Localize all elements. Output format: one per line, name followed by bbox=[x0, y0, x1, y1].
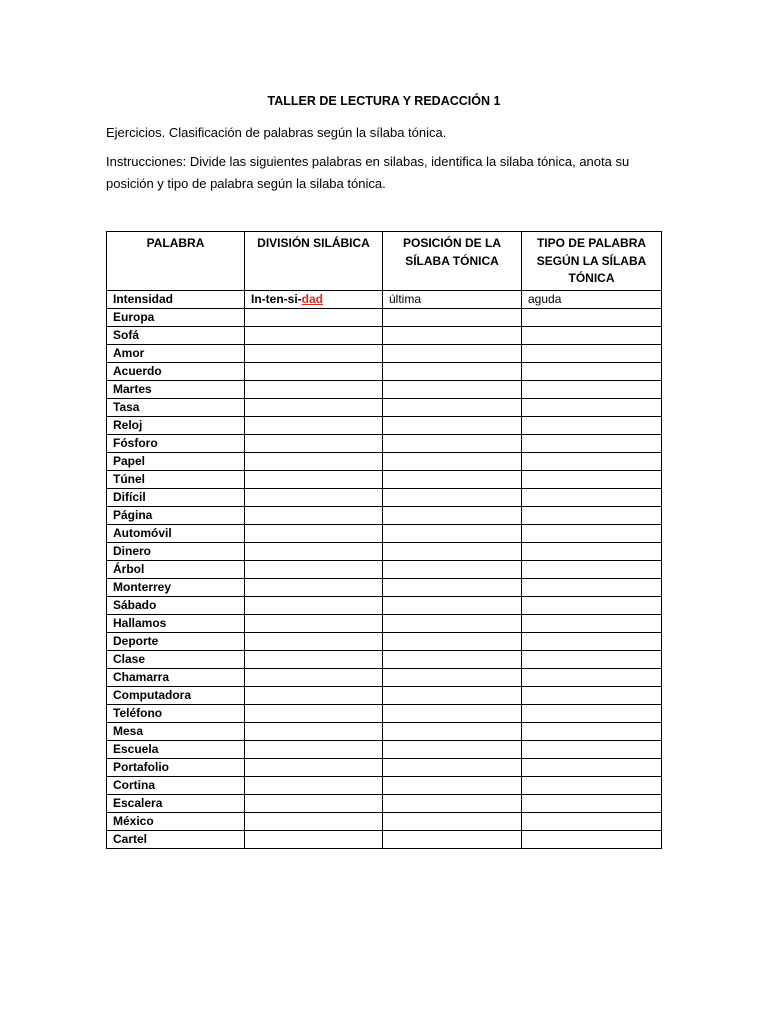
position-cell[interactable] bbox=[383, 363, 522, 381]
position-cell[interactable] bbox=[383, 525, 522, 543]
word-cell: Amor bbox=[107, 345, 245, 363]
position-cell[interactable] bbox=[383, 651, 522, 669]
word-cell: Sofá bbox=[107, 327, 245, 345]
table-row bbox=[107, 525, 662, 543]
example-division[interactable] bbox=[245, 291, 383, 309]
word-cell: Difícil bbox=[107, 489, 245, 507]
type-cell[interactable] bbox=[522, 759, 662, 777]
word-cell: Tasa bbox=[107, 399, 245, 417]
word-cell: Clase bbox=[107, 651, 245, 669]
division-cell[interactable] bbox=[245, 345, 383, 363]
type-cell[interactable] bbox=[522, 453, 662, 471]
document-title: TALLER DE LECTURA Y REDACCIÓN 1 bbox=[267, 94, 501, 108]
position-cell[interactable] bbox=[383, 669, 522, 687]
position-cell[interactable] bbox=[383, 777, 522, 795]
type-cell[interactable] bbox=[522, 525, 662, 543]
position-cell[interactable] bbox=[383, 507, 522, 525]
word-cell: Acuerdo bbox=[107, 363, 245, 381]
word-cell: Túnel bbox=[107, 471, 245, 489]
division-cell[interactable] bbox=[245, 381, 383, 399]
position-cell[interactable] bbox=[383, 471, 522, 489]
division-cell[interactable] bbox=[245, 507, 383, 525]
table-row bbox=[107, 417, 662, 435]
division-cell[interactable] bbox=[245, 435, 383, 453]
division-cell[interactable] bbox=[245, 759, 383, 777]
word-cell: Árbol bbox=[107, 561, 245, 579]
division-cell[interactable] bbox=[245, 543, 383, 561]
table-row bbox=[107, 363, 662, 381]
division-cell[interactable] bbox=[245, 597, 383, 615]
table-row bbox=[107, 507, 662, 525]
division-cell[interactable] bbox=[245, 417, 383, 435]
position-cell[interactable] bbox=[383, 831, 522, 849]
position-cell[interactable] bbox=[383, 489, 522, 507]
word-cell: Mesa bbox=[107, 723, 245, 741]
position-cell[interactable] bbox=[383, 543, 522, 561]
example-division-prefix: In-ten-si- bbox=[251, 292, 302, 306]
position-cell[interactable] bbox=[383, 345, 522, 363]
example-type[interactable]: aguda bbox=[522, 291, 662, 309]
table-row bbox=[107, 309, 662, 327]
table-row bbox=[107, 327, 662, 345]
table-row bbox=[107, 777, 662, 795]
header-division-silabica: DIVISIÓN SILÁBICA bbox=[245, 232, 383, 291]
position-cell[interactable] bbox=[383, 633, 522, 651]
division-cell[interactable] bbox=[245, 399, 383, 417]
word-cell: Reloj bbox=[107, 417, 245, 435]
table-row bbox=[107, 543, 662, 561]
position-cell[interactable] bbox=[383, 453, 522, 471]
word-cell: Monterrey bbox=[107, 579, 245, 597]
position-cell[interactable] bbox=[383, 435, 522, 453]
example-row bbox=[107, 291, 662, 309]
division-cell[interactable] bbox=[245, 363, 383, 381]
table-row bbox=[107, 705, 662, 723]
position-cell[interactable] bbox=[383, 813, 522, 831]
division-cell[interactable] bbox=[245, 795, 383, 813]
type-cell[interactable] bbox=[522, 399, 662, 417]
type-cell[interactable] bbox=[522, 651, 662, 669]
division-cell[interactable] bbox=[245, 813, 383, 831]
word-cell: Papel bbox=[107, 453, 245, 471]
position-cell[interactable] bbox=[383, 741, 522, 759]
type-cell[interactable] bbox=[522, 687, 662, 705]
type-cell[interactable] bbox=[522, 345, 662, 363]
word-cell: Europa bbox=[107, 309, 245, 327]
division-cell[interactable] bbox=[245, 687, 383, 705]
division-cell[interactable] bbox=[245, 615, 383, 633]
word-cell: Página bbox=[107, 507, 245, 525]
table-row bbox=[107, 399, 662, 417]
type-cell[interactable] bbox=[522, 831, 662, 849]
instructions-text: Instrucciones: Divide las siguientes palabras en silabas, identifica la silaba tónica, anota su posición y tipo de palabra según la silaba tónica. bbox=[106, 154, 630, 191]
table-row bbox=[107, 633, 662, 651]
table-row bbox=[107, 723, 662, 741]
position-cell[interactable] bbox=[383, 309, 522, 327]
division-cell[interactable] bbox=[245, 705, 383, 723]
word-cell: Cortina bbox=[107, 777, 245, 795]
type-cell[interactable] bbox=[522, 543, 662, 561]
type-cell[interactable] bbox=[522, 507, 662, 525]
division-cell[interactable] bbox=[245, 723, 383, 741]
division-cell[interactable] bbox=[245, 579, 383, 597]
word-cell: Hallamos bbox=[107, 615, 245, 633]
position-cell[interactable] bbox=[383, 795, 522, 813]
exercise-text: Ejercicios. Clasificación de palabras según la sílaba tónica. bbox=[106, 125, 447, 140]
position-cell[interactable] bbox=[383, 561, 522, 579]
word-cell: Chamarra bbox=[107, 669, 245, 687]
table-header-row bbox=[107, 232, 662, 291]
type-cell[interactable] bbox=[522, 813, 662, 831]
table-row bbox=[107, 561, 662, 579]
type-cell[interactable] bbox=[522, 579, 662, 597]
type-cell[interactable] bbox=[522, 633, 662, 651]
position-cell[interactable] bbox=[383, 723, 522, 741]
table-row bbox=[107, 651, 662, 669]
division-cell[interactable] bbox=[245, 327, 383, 345]
table-row bbox=[107, 813, 662, 831]
division-cell[interactable] bbox=[245, 309, 383, 327]
type-cell[interactable] bbox=[522, 435, 662, 453]
type-cell[interactable] bbox=[522, 669, 662, 687]
position-cell[interactable] bbox=[383, 759, 522, 777]
word-cell: Automóvil bbox=[107, 525, 245, 543]
type-cell[interactable] bbox=[522, 561, 662, 579]
division-cell[interactable] bbox=[245, 633, 383, 651]
word-cell: Cartel bbox=[107, 831, 245, 849]
division-cell[interactable] bbox=[245, 831, 383, 849]
table-row bbox=[107, 435, 662, 453]
word-cell: Escalera bbox=[107, 795, 245, 813]
table-row bbox=[107, 615, 662, 633]
header-posicion-silaba-tonica: POSICIÓN DE LA SÍLABA TÓNICA bbox=[383, 232, 522, 291]
table-row bbox=[107, 687, 662, 705]
division-cell[interactable] bbox=[245, 471, 383, 489]
type-cell[interactable] bbox=[522, 741, 662, 759]
type-cell[interactable] bbox=[522, 309, 662, 327]
word-cell: Sábado bbox=[107, 597, 245, 615]
type-cell[interactable] bbox=[522, 795, 662, 813]
table-row bbox=[107, 453, 662, 471]
type-cell[interactable] bbox=[522, 705, 662, 723]
position-cell[interactable] bbox=[383, 597, 522, 615]
type-cell[interactable] bbox=[522, 381, 662, 399]
table-row bbox=[107, 597, 662, 615]
table-row bbox=[107, 669, 662, 687]
division-cell[interactable] bbox=[245, 669, 383, 687]
table-row bbox=[107, 381, 662, 399]
word-cell: Escuela bbox=[107, 741, 245, 759]
table-row bbox=[107, 579, 662, 597]
header-tipo-de-palabra: TIPO DE PALABRA SEGÚN LA SÍLABA TÓNICA bbox=[522, 232, 662, 291]
example-word: Intensidad bbox=[107, 291, 245, 309]
position-cell[interactable] bbox=[383, 687, 522, 705]
table-row bbox=[107, 741, 662, 759]
type-cell[interactable] bbox=[522, 327, 662, 345]
word-cell: Computadora bbox=[107, 687, 245, 705]
division-cell[interactable] bbox=[245, 525, 383, 543]
division-cell[interactable] bbox=[245, 777, 383, 795]
division-cell[interactable] bbox=[245, 741, 383, 759]
word-cell: Martes bbox=[107, 381, 245, 399]
type-cell[interactable] bbox=[522, 363, 662, 381]
example-stressed-syllable: dad bbox=[301, 292, 324, 306]
table-row bbox=[107, 759, 662, 777]
type-cell[interactable] bbox=[522, 723, 662, 741]
division-cell[interactable] bbox=[245, 453, 383, 471]
type-cell[interactable] bbox=[522, 615, 662, 633]
table-row bbox=[107, 489, 662, 507]
position-cell[interactable] bbox=[383, 327, 522, 345]
table-row bbox=[107, 795, 662, 813]
table-row bbox=[107, 345, 662, 363]
table-row bbox=[107, 831, 662, 849]
type-cell[interactable] bbox=[522, 489, 662, 507]
syllable-worksheet-table bbox=[106, 231, 662, 849]
word-cell: Teléfono bbox=[107, 705, 245, 723]
position-cell[interactable] bbox=[383, 417, 522, 435]
word-cell: Deporte bbox=[107, 633, 245, 651]
type-cell[interactable] bbox=[522, 417, 662, 435]
type-cell[interactable] bbox=[522, 471, 662, 489]
position-cell[interactable] bbox=[383, 705, 522, 723]
position-cell[interactable] bbox=[383, 579, 522, 597]
type-cell[interactable] bbox=[522, 777, 662, 795]
word-cell: Fósforo bbox=[107, 435, 245, 453]
division-cell[interactable] bbox=[245, 489, 383, 507]
table-row bbox=[107, 471, 662, 489]
division-cell[interactable] bbox=[245, 651, 383, 669]
word-cell: México bbox=[107, 813, 245, 831]
division-cell[interactable] bbox=[245, 561, 383, 579]
word-cell: Portafolio bbox=[107, 759, 245, 777]
position-cell[interactable] bbox=[383, 615, 522, 633]
type-cell[interactable] bbox=[522, 597, 662, 615]
word-cell: Dinero bbox=[107, 543, 245, 561]
position-cell[interactable] bbox=[383, 399, 522, 417]
example-position[interactable]: última bbox=[383, 291, 522, 309]
header-palabra: PALABRA bbox=[107, 232, 245, 291]
position-cell[interactable] bbox=[383, 381, 522, 399]
